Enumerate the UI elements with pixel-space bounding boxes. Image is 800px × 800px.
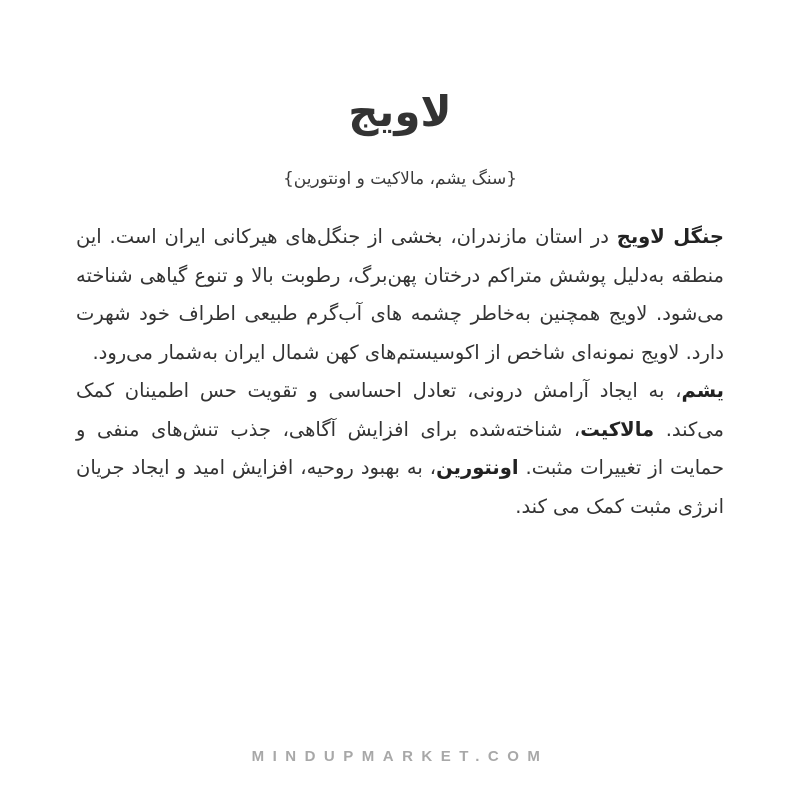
lead-lavij-forest: جنگل لاویج [616, 225, 724, 248]
paragraph-stones [76, 372, 724, 526]
stone-aventurine-text: ، به بهبود روحیه، افزایش امید و ایجاد جریان انرژی مثبت کمک می کند. [76, 456, 724, 518]
stone-malachite-label: مالاکیت [580, 417, 655, 441]
article-body [76, 218, 724, 526]
page-subtitle: {سنگ یشم، مالاکیت و اونتورین} [282, 169, 518, 189]
paragraph-lavij-text: در استان مازندران، بخشی از جنگل‌های هیرکانی ایران است. این منطقه به‌دلیل پوشش متراکم درختان پهن‌برگ، رطوبت بالا و تنوع گیاهی شناخته می‌شود. لاویج همچنین به‌خاطر چشمه های آب‌گرم طبیعی اطراف خود شهرت دارد. لاویج نمونه‌ای شاخص از اکوسیستم‌های کهن شمال ایران به‌شمار می‌رود. [76, 225, 724, 364]
stone-jade-text: ، به ایجاد آرامش درونی، تعادل احساسی و تقویت حس اطمینان کمک می‌کند. [76, 379, 725, 441]
paragraph-lavij [76, 218, 724, 372]
stone-aventurine-label: اونتورین [436, 456, 519, 479]
stone-jade-label: یشم [681, 379, 724, 402]
page-title: لاویج [348, 87, 452, 136]
stone-malachite-text: ، شناخته‌شده برای افزایش آگاهی، جذب تنش‌های منفی و حمایت از تغییرات مثبت. [76, 417, 724, 479]
site-url: MINDUPMARKET.COM [251, 748, 549, 765]
